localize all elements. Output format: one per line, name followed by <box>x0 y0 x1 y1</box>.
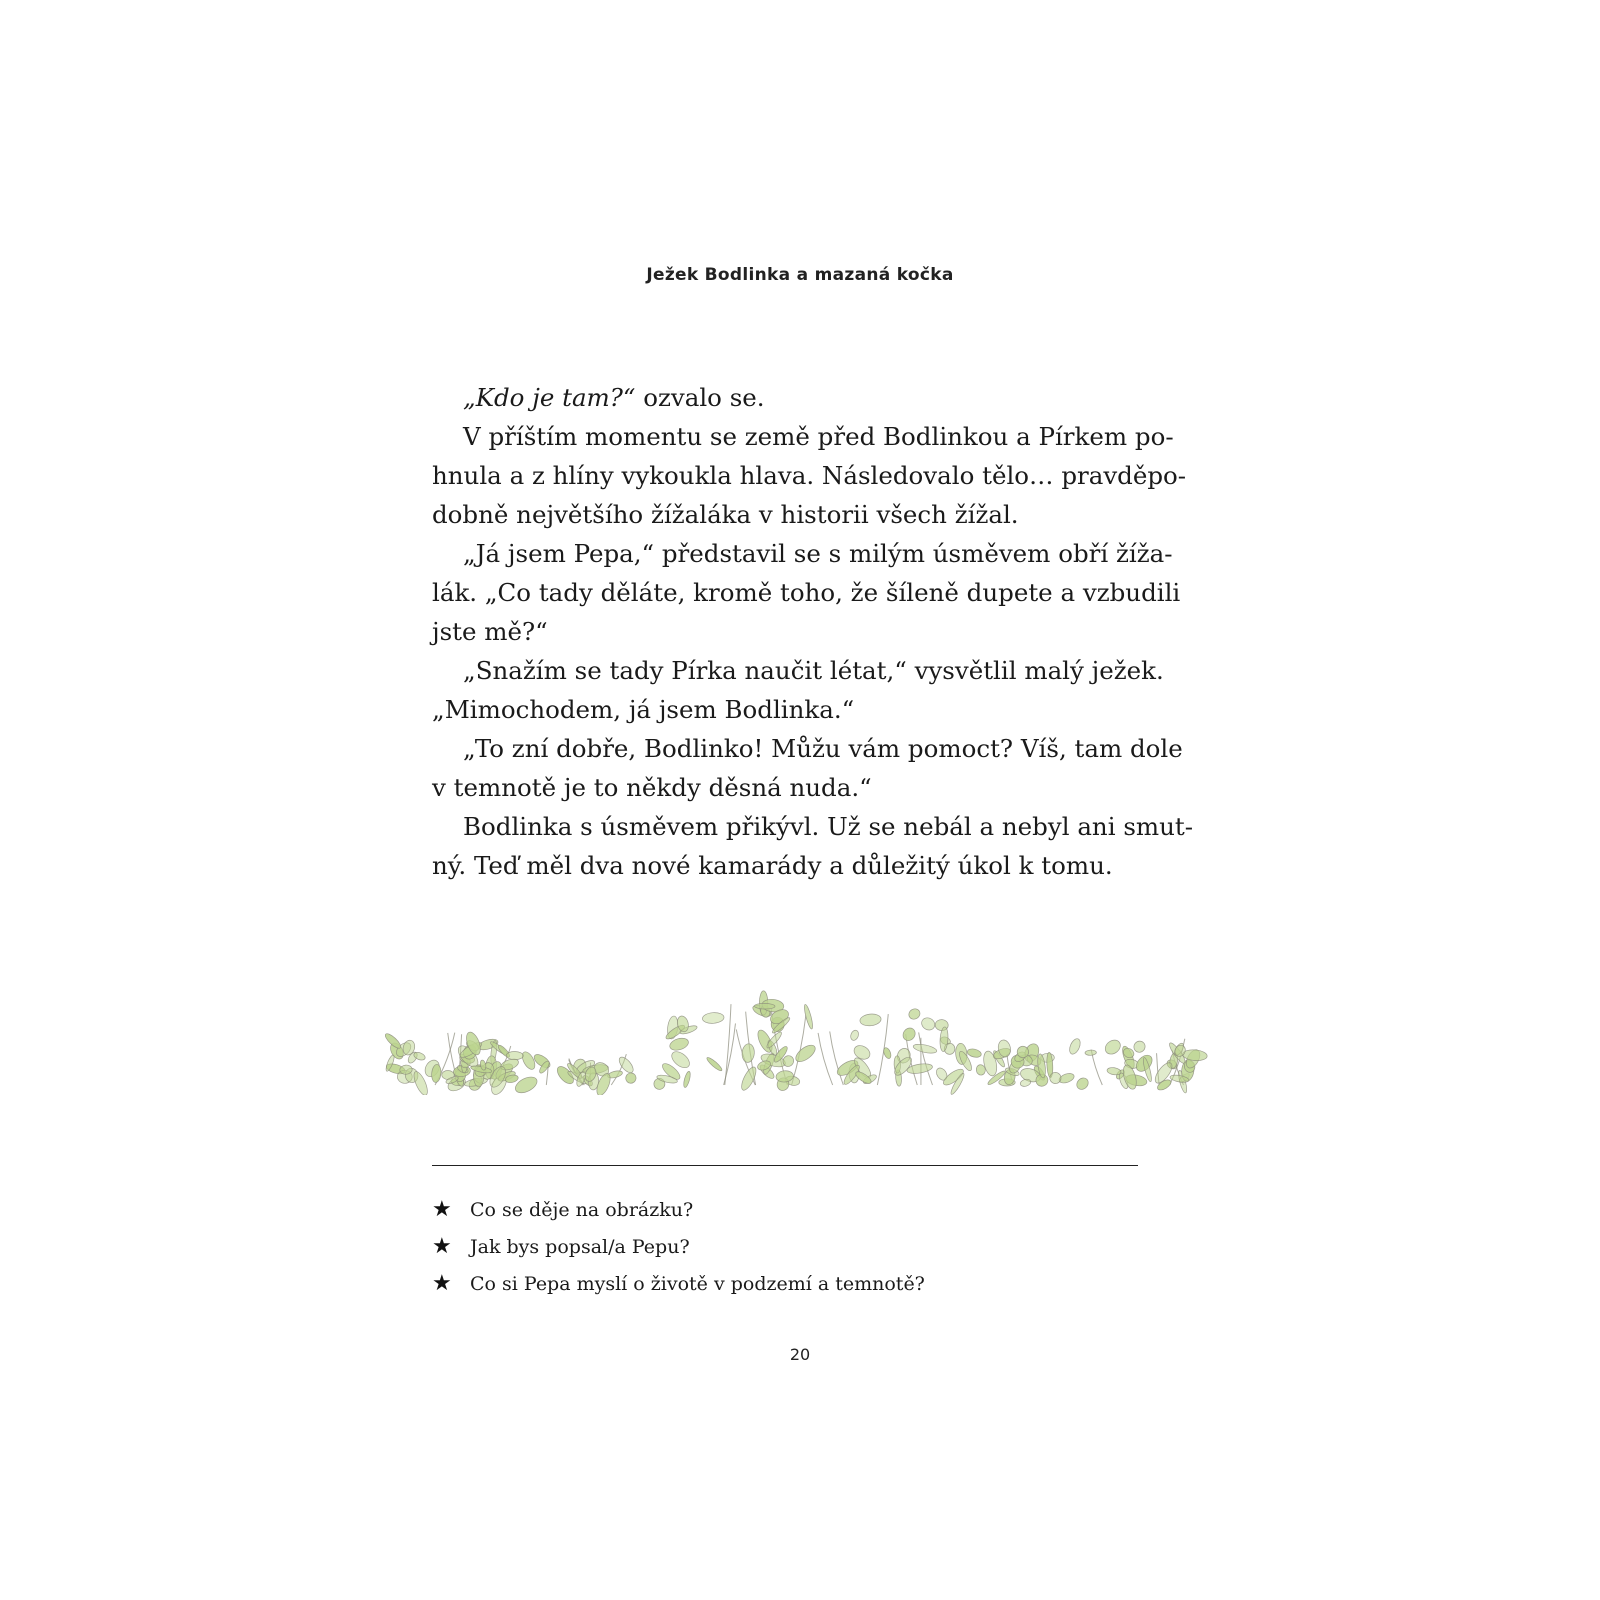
text-line: V příštím momentu se země před Bodlinkou a Pírkem po- <box>463 422 1174 451</box>
question-item <box>432 1191 1138 1228</box>
leaf <box>705 1056 723 1073</box>
text-line: hnula a z hlíny vykoukla hlava. Následovalo tělo… pravděpo- <box>432 461 1187 490</box>
star-icon: ★ <box>432 1271 452 1296</box>
page-number: 20 <box>789 1345 811 1364</box>
leaf <box>1182 1049 1207 1062</box>
text-line: ný. Teď měl dva nové kamarády a důležitý úkol k tomu. <box>432 851 1113 880</box>
leaf <box>849 1029 860 1041</box>
leaf <box>624 1071 639 1086</box>
leaf <box>506 1051 523 1059</box>
leaf <box>739 1065 759 1092</box>
leaf <box>901 1026 918 1043</box>
text-line: Bodlinka s úsměvem přikývl. Už se nebál a nebyl ani smut- <box>463 812 1194 841</box>
text-line: dobně největšího žížaláka v historii všech žížal. <box>432 500 1019 529</box>
leaf <box>1067 1037 1082 1056</box>
leaf <box>859 1013 881 1027</box>
question-item <box>432 1265 1138 1302</box>
text-line: v temnotě je to někdy děsná nuda.“ <box>432 773 872 802</box>
leaf <box>1107 1067 1122 1076</box>
leaf <box>520 1050 538 1072</box>
leaf-stem <box>830 1031 844 1085</box>
leaf <box>793 1042 818 1065</box>
leaf <box>1085 1050 1097 1056</box>
question-text: Co se děje na obrázku? <box>470 1198 694 1221</box>
question-list <box>432 1191 1138 1302</box>
text-line: lák. „Co tady děláte, kromě toho, že šíleně dupete a vzbudili <box>432 578 1181 607</box>
leaf-stem <box>725 1004 731 1085</box>
text-line: „Mimochodem, já jsem Bodlinka.“ <box>432 695 855 724</box>
leaf <box>682 1071 691 1088</box>
divider-rule <box>432 1165 1138 1166</box>
text-line: „Já jsem Pepa,“ představil se s milým úsměvem obří žíža- <box>463 539 1173 568</box>
leaf <box>966 1048 982 1059</box>
story-text <box>432 378 1194 885</box>
text-line: „To zní dobře, Bodlinko! Můžu vám pomoct? Víš, tam dole <box>463 734 1183 763</box>
question-text: Co si Pepa myslí o životě v podzemí a temnotě? <box>470 1272 925 1295</box>
text-line <box>432 378 1138 417</box>
leaf <box>754 1003 775 1009</box>
leaves-illustration-icon <box>385 945 1215 1095</box>
star-icon: ★ <box>432 1234 452 1259</box>
leaf <box>741 1043 755 1063</box>
running-head: Ježek Bodlinka a mazaná kočka <box>646 265 954 285</box>
star-icon: ★ <box>432 1197 452 1222</box>
text-line: „Snažím se tady Pírka naučit létat,“ vysvětlil malý ježek. <box>463 656 1164 685</box>
leaf <box>702 1012 724 1024</box>
text-line: jste mě?“ <box>432 617 548 646</box>
leaf <box>912 1043 937 1055</box>
question-item <box>432 1228 1138 1265</box>
leaf <box>907 1007 922 1021</box>
leaf <box>1074 1076 1090 1092</box>
text-line-italic: „Kdo je tam?“ <box>463 383 636 412</box>
leaf <box>1132 1039 1148 1055</box>
text-line-rest: ozvalo se. <box>635 383 765 412</box>
leaf <box>919 1015 937 1032</box>
question-text: Jak bys popsal/a Pepu? <box>470 1235 690 1258</box>
leaf <box>1103 1037 1124 1057</box>
leaf-stem <box>818 1033 833 1085</box>
